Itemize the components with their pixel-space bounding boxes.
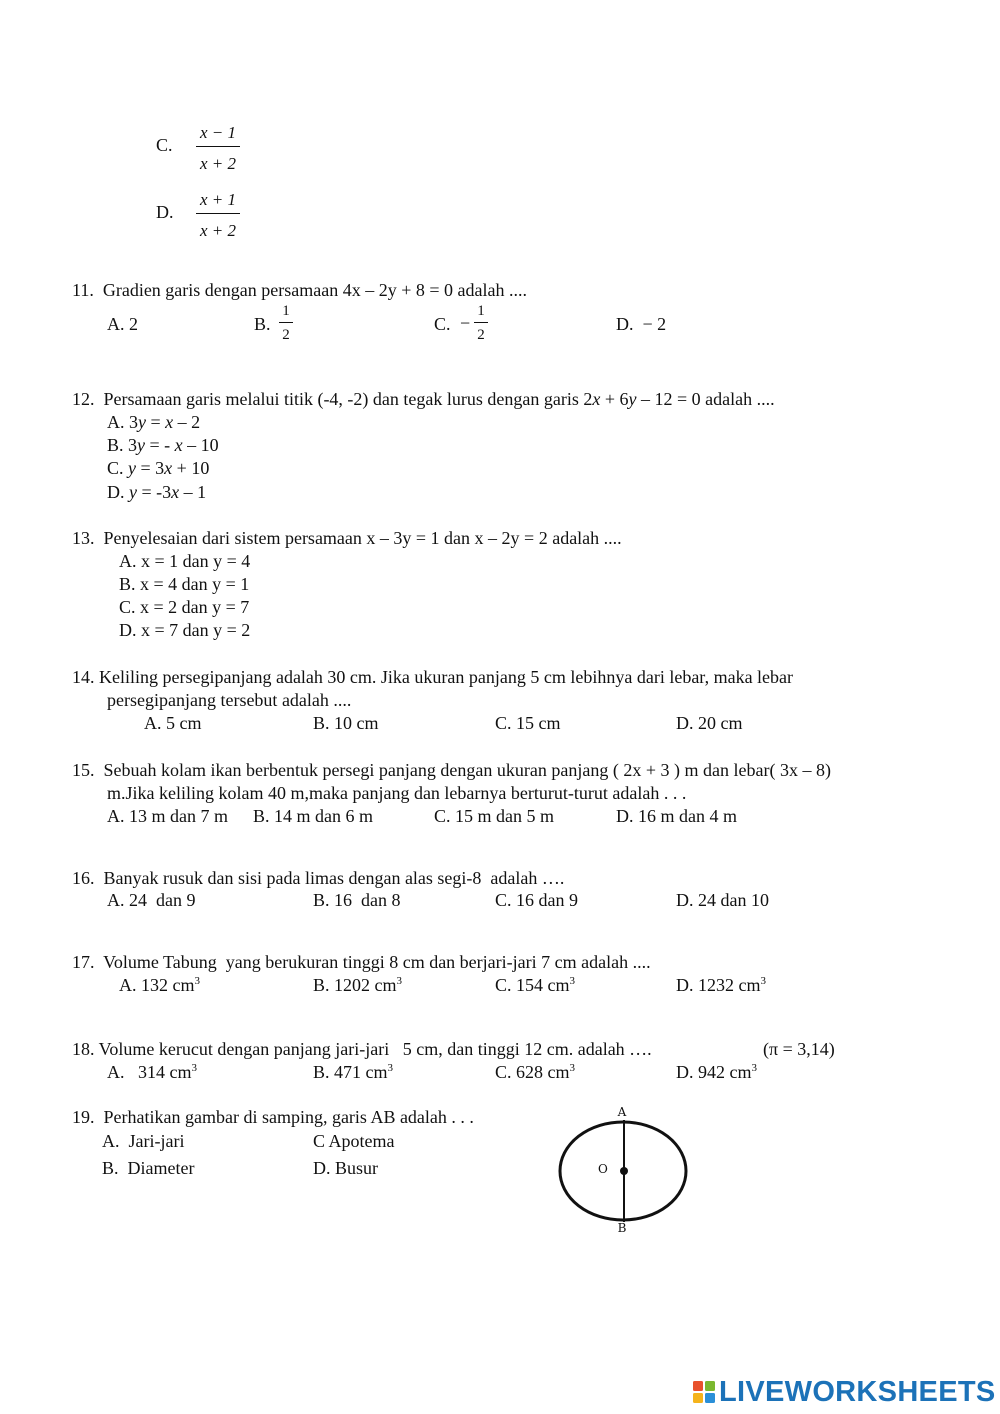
label-a: A bbox=[617, 1105, 627, 1119]
q17-stem: 17. Volume Tabung yang berukuran tinggi 8 cm dan berjari-jari 7 cm adalah .... bbox=[72, 952, 651, 972]
q14-option-b[interactable]: B. 10 cm bbox=[313, 713, 379, 733]
q12-option-b[interactable]: B. 3y = - x – 10 bbox=[107, 435, 219, 455]
q18-option-c[interactable]: C. 628 $cm^3$ bbox=[495, 1062, 575, 1082]
q11-option-c-fraction bbox=[474, 304, 488, 343]
q10-option-c-label: C. bbox=[156, 135, 173, 155]
q12-stem: 12. Persamaan garis melalui titik (-4, -2) dan tegak lurus dengan garis 2x + 6y – 12 = 0 adalah .... bbox=[72, 389, 775, 409]
q10-option-d-fraction[interactable] bbox=[196, 191, 240, 239]
q19-option-b[interactable]: B. Diameter bbox=[102, 1158, 195, 1178]
q13-option-b[interactable]: B. x = 4 dan y = 1 bbox=[119, 574, 250, 594]
q18-pi-note: (π = 3,14) bbox=[763, 1039, 835, 1059]
q11-option-b-label[interactable]: B. bbox=[254, 314, 271, 334]
q10-option-c-fraction[interactable] bbox=[196, 124, 240, 172]
q18-option-b[interactable]: B. 471 $cm^3$ bbox=[313, 1062, 393, 1082]
q12-option-a[interactable]: A. 3y = x – 2 bbox=[107, 412, 201, 432]
q17-option-a[interactable]: A. 132 $cm^3$ bbox=[119, 975, 200, 995]
q19-option-a[interactable]: A. Jari-jari bbox=[102, 1131, 185, 1151]
q14-stem-line1: 14. Keliling persegipanjang adalah 30 cm. Jika ukuran panjang 5 cm lebihnya dari lebar, maka lebar bbox=[72, 667, 794, 687]
q13-stem: 13. Penyelesaian dari sistem persamaan x – 3y = 1 dan x – 2y = 2 adalah .... bbox=[72, 528, 622, 548]
q19-option-d[interactable]: D. Busur bbox=[313, 1158, 379, 1178]
q12-option-d[interactable]: D. y = -3x – 1 bbox=[107, 482, 207, 502]
q16-option-d[interactable]: D. 24 dan 10 bbox=[676, 890, 769, 910]
q18-stem: 18. Volume kerucut dengan panjang jari-jari 5 cm, dan tinggi 12 cm. adalah …. bbox=[72, 1039, 652, 1059]
q16-stem: 16. Banyak rusuk dan sisi pada limas dengan alas segi-8 adalah …. bbox=[72, 868, 565, 888]
liveworksheets-brand-text: LIVEWORKSHEETS bbox=[719, 1375, 996, 1408]
q15-option-c[interactable]: C. 15 m dan 5 m bbox=[434, 806, 554, 826]
liveworksheets-brand bbox=[693, 1375, 996, 1408]
q11-option-b-denominator: 2 bbox=[282, 327, 290, 343]
q16-option-a[interactable]: A. 24 dan 9 bbox=[107, 890, 196, 910]
q13-option-c[interactable]: C. x = 2 dan y = 7 bbox=[119, 597, 250, 617]
q11-option-c-label[interactable]: C. bbox=[434, 314, 451, 334]
q11-option-c-sign: − bbox=[460, 313, 471, 333]
q15-stem-line1: 15. Sebuah kolam ikan berbentuk persegi panjang dengan ukuran panjang ( 2x + 3 ) m dan lebar( 3x – 8) bbox=[72, 760, 831, 780]
q10-option-d-label: D. bbox=[156, 202, 174, 222]
label-b: B bbox=[617, 1221, 627, 1235]
q13-option-a[interactable]: A. x = 1 dan y = 4 bbox=[119, 551, 251, 571]
q10-option-c-numerator: x − 1 bbox=[196, 124, 240, 147]
q15-stem-line2: m.Jika keliling kolam 40 m,maka panjang dan lebarnya berturut-turut adalah . . . bbox=[107, 783, 687, 803]
q11-option-a[interactable]: A. 2 bbox=[107, 314, 138, 334]
q19-option-c[interactable]: C Apotema bbox=[313, 1131, 395, 1151]
q15-option-a[interactable]: A. 13 m dan 7 m bbox=[107, 806, 228, 826]
q11-option-b-fraction bbox=[279, 304, 293, 343]
q14-stem-line2: persegipanjang tersebut adalah .... bbox=[107, 690, 352, 710]
q16-option-c[interactable]: C. 16 dan 9 bbox=[495, 890, 578, 910]
q17-option-d[interactable]: D. 1232 $cm^3$ bbox=[676, 975, 766, 995]
q16-option-b[interactable]: B. 16 dan 8 bbox=[313, 890, 401, 910]
center-point-o bbox=[620, 1167, 628, 1175]
q12-option-c[interactable]: C. y = 3x + 10 bbox=[107, 458, 210, 478]
q15-option-d[interactable]: D. 16 m dan 4 m bbox=[616, 806, 737, 826]
q14-option-d[interactable]: D. 20 cm bbox=[676, 713, 743, 733]
q18-option-d[interactable]: D. 942 $cm^3$ bbox=[676, 1062, 757, 1082]
q11-option-b-numerator: 1 bbox=[279, 304, 293, 323]
q11-stem: 11. Gradien garis dengan persamaan 4x – 2y + 8 = 0 adalah .... bbox=[72, 280, 528, 300]
q11-option-c-numerator: 1 bbox=[474, 304, 488, 323]
q14-option-a[interactable]: A. 5 cm bbox=[144, 713, 202, 733]
q19-circle-figure bbox=[545, 1098, 705, 1238]
q13-option-d[interactable]: D. x = 7 dan y = 2 bbox=[119, 620, 251, 640]
q10-option-d-denominator: x + 2 bbox=[199, 221, 237, 240]
q11-option-d[interactable]: D. − 2 bbox=[616, 314, 667, 334]
q10-option-c-denominator: x + 2 bbox=[199, 154, 237, 173]
q11-option-c-denominator: 2 bbox=[477, 327, 485, 343]
q14-option-c[interactable]: C. 15 cm bbox=[495, 713, 561, 733]
q17-option-b[interactable]: B. 1202 $cm^3$ bbox=[313, 975, 402, 995]
label-o: O bbox=[598, 1162, 608, 1176]
q17-option-c[interactable]: C. 154 $cm^3$ bbox=[495, 975, 575, 995]
q10-option-d-numerator: x + 1 bbox=[196, 191, 240, 214]
liveworksheets-logo-icon bbox=[693, 1381, 715, 1403]
q18-option-a[interactable]: A. 314 $cm^3$ bbox=[107, 1062, 197, 1082]
q15-option-b[interactable]: B. 14 m dan 6 m bbox=[253, 806, 373, 826]
q19-stem: 19. Perhatikan gambar di samping, garis AB adalah . . . bbox=[72, 1107, 474, 1127]
